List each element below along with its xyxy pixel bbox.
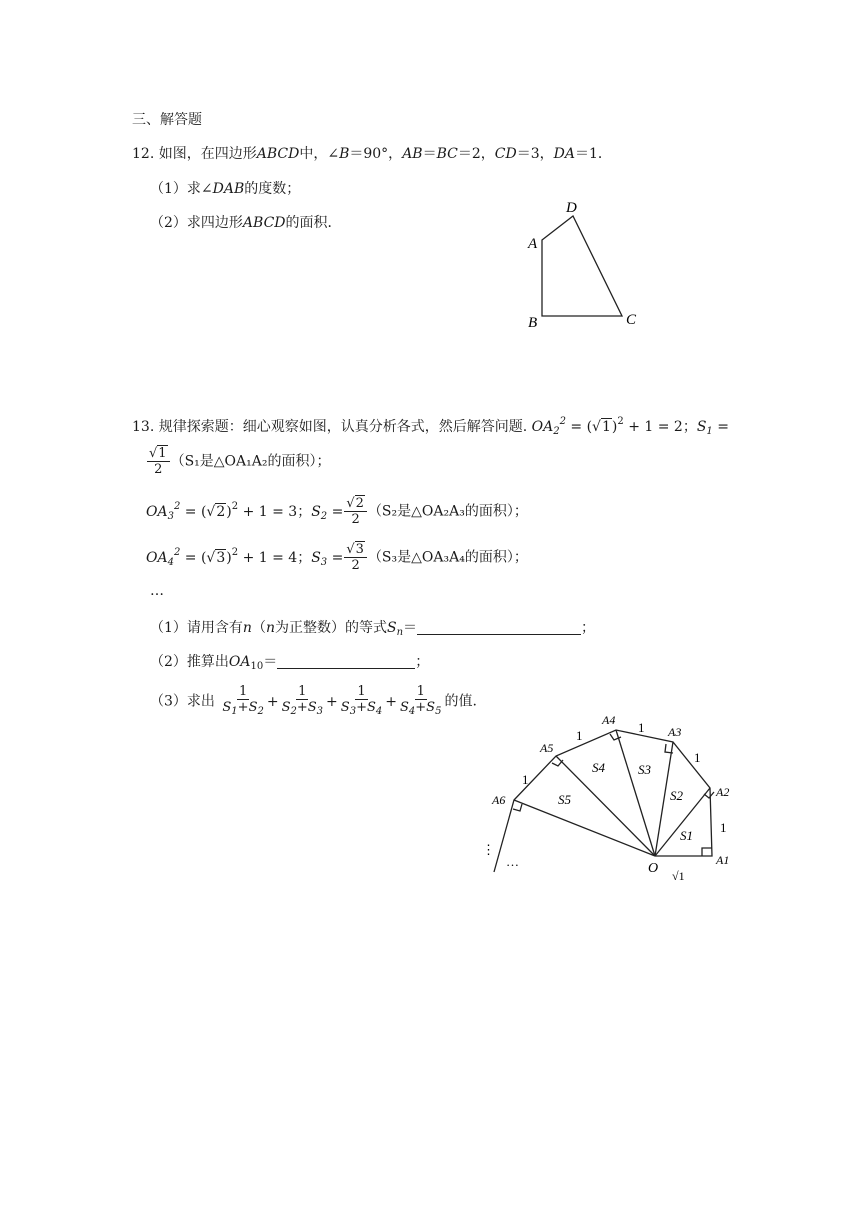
- radius-oa6: [514, 800, 655, 856]
- label-a3: A3: [668, 725, 682, 739]
- label-a2: A2: [716, 785, 730, 799]
- area-label-s1: S1: [680, 828, 693, 843]
- fraction-1-over-s2-s3: $\frac{1}{S_2+S_3}$: [281, 684, 324, 717]
- q12-quadrilateral-figure: [520, 196, 650, 336]
- q13-formula-1: $OA_2^2 = (√1)^2 + 1 = 2$；$S_1$ =: [531, 416, 729, 437]
- q12-part2: （2）求四边形ABCD的面积．: [150, 215, 342, 231]
- q12-stem: 12. 如图，在四边形ABCD中，∠B＝90°，AB＝BC＝2，CD＝3，DA＝1．: [132, 146, 612, 162]
- area-label-s2: S2: [670, 788, 683, 803]
- q13-stem: 13. 规律探索题：细心观察如图，认真分析各式，然后解答问题. $OA_2^2 = (√1)^2 + 1 = 2$；$S_1$ =: [132, 416, 729, 437]
- side-label-a4a5: 1: [576, 728, 583, 743]
- label-a: A: [528, 236, 538, 252]
- side-label-a2a3: 1: [694, 750, 701, 765]
- label-a1: A1: [716, 853, 730, 867]
- area-label-s4: S4: [592, 760, 605, 775]
- continuation-dots: …: [506, 854, 519, 869]
- area-label-s5: S5: [558, 792, 571, 807]
- q12-number: 12.: [132, 146, 155, 162]
- base-label-oa1: √1: [672, 869, 685, 883]
- section-heading: 三、解答题: [132, 112, 202, 128]
- fraction-sqrt3-over-2: $\frac{√3}{2}$: [344, 542, 367, 573]
- right-angle-a6: [513, 804, 522, 811]
- q13-part3: （3）求出 $\frac{1}{S_1+S_2}$ + $\frac{1}{S_2+S_3}$ + $\frac{1}{S_3+S_4}$ + $\frac{1}{S_4+S_5}$ 的值.: [150, 684, 477, 717]
- label-b: B: [528, 315, 538, 331]
- area-label-s3: S3: [638, 762, 651, 777]
- side-label-a5a6: 1: [522, 772, 529, 787]
- answer-blank-sn[interactable]: [417, 620, 581, 635]
- q13-line2: $OA_3^2 = (√2)^2 + 1 = 3$；$S_2$ = $\frac{√2}{2}$ （S₂是△OA₂A₃的面积）；: [146, 496, 528, 527]
- label-o: O: [648, 861, 659, 876]
- q13-number: 13.: [132, 419, 155, 435]
- fraction-1-over-s3-s4: $\frac{1}{S_3+S_4}$: [340, 684, 383, 717]
- q13-ellipsis: …: [150, 583, 164, 599]
- answer-blank-oa10[interactable]: [277, 654, 415, 669]
- side-label-a3a4: 1: [638, 720, 645, 735]
- q13-part1: （1）请用含有n（n为正整数）的等式$S_n=$ ；: [150, 620, 596, 638]
- right-angle-a1: [702, 848, 712, 856]
- side-label-a1a2: 1: [720, 820, 727, 835]
- q12-part1: （1）求∠DAB的度数；: [150, 181, 301, 197]
- label-a6: A6: [492, 793, 506, 807]
- q13-spiral-figure: [480, 708, 740, 888]
- fraction-1-over-s1-s2: $\frac{1}{S_1+S_2}$: [222, 684, 264, 717]
- quadrilateral-abcd: [542, 216, 622, 316]
- label-a4: A4: [602, 713, 616, 727]
- fraction-sqrt2-over-2: $\frac{√2}{2}$: [344, 496, 367, 527]
- fraction-sqrt1-over-2: $\frac{√1}{2}$: [147, 446, 170, 477]
- fraction-1-over-s4-s5: $\frac{1}{S_4+S_5}$: [399, 684, 442, 717]
- q13-line3: $OA_4^2 = (√3)^2 + 1 = 4$；$S_3$ = $\frac{√3}{2}$ （S₃是△OA₃A₄的面积）；: [146, 542, 528, 573]
- q13-line1: $\frac{√1}{2}$ （S₁是△OA₁A₂的面积）；: [149, 446, 331, 477]
- q13-part2: （2）推算出$OA_{10}=$ ；: [150, 654, 430, 672]
- label-d: D: [566, 200, 577, 216]
- label-c: C: [626, 312, 637, 328]
- continuation-vdots: ⋮: [482, 842, 495, 857]
- label-a5: A5: [540, 741, 554, 755]
